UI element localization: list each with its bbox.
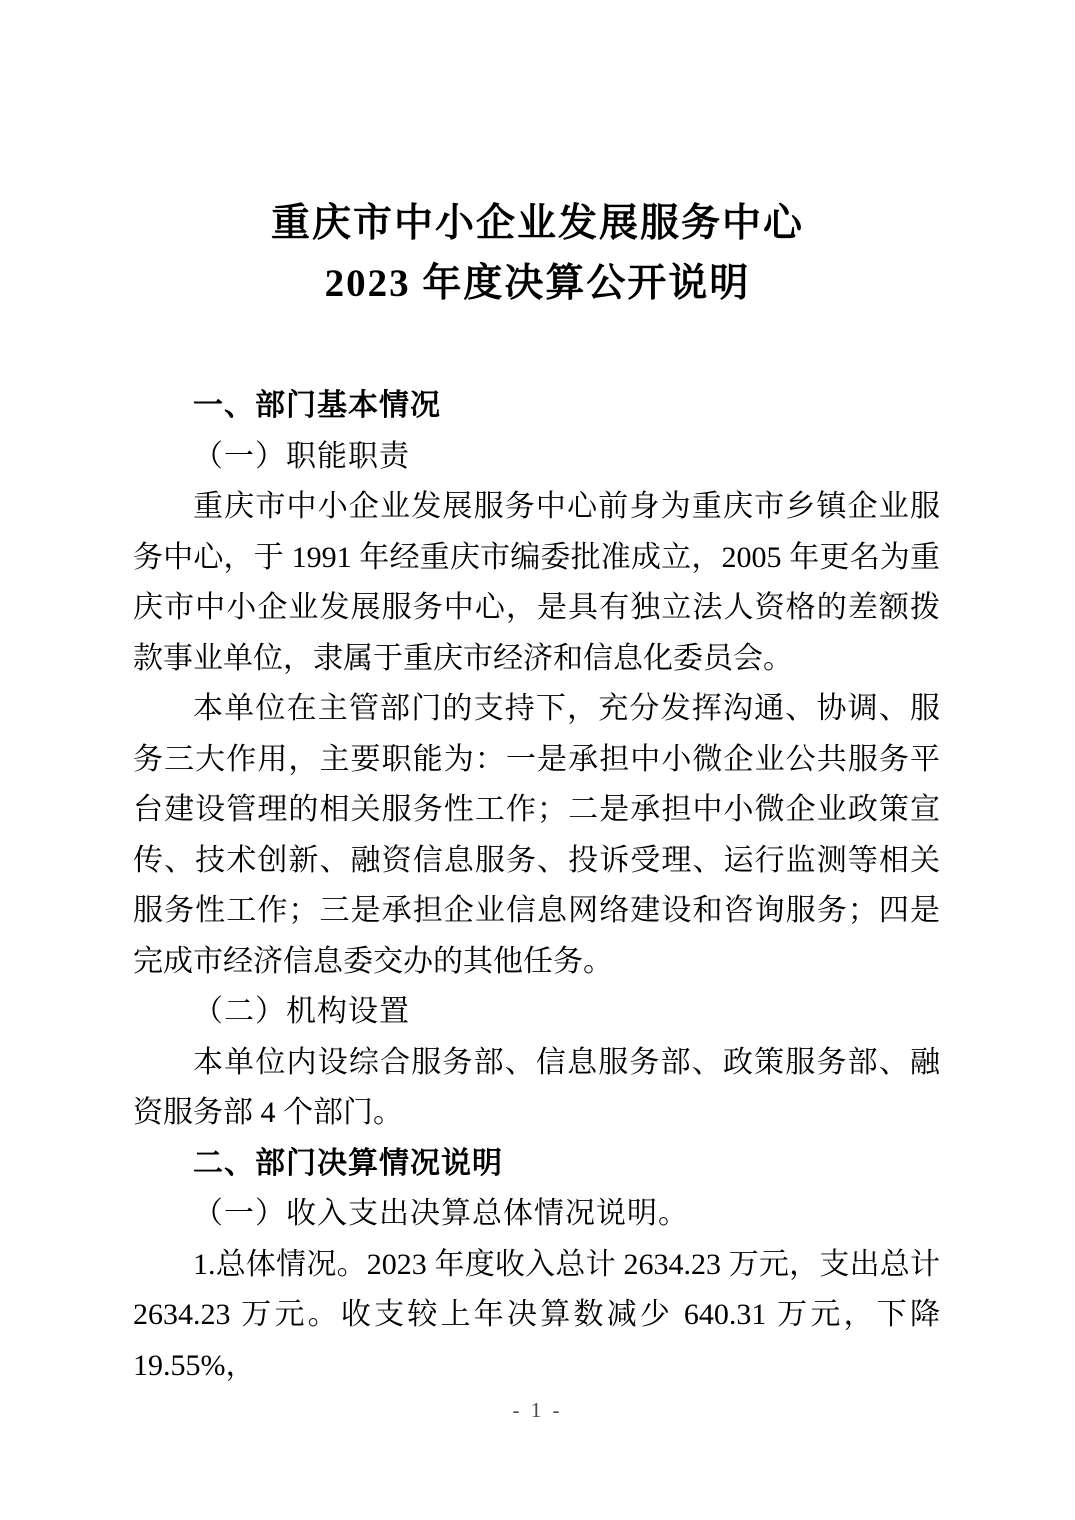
document-title-line1: 重庆市中小企业发展服务中心 [270, 202, 804, 245]
document-body [133, 381, 940, 1391]
subsection-heading-duties: （一）职能职责 [193, 439, 410, 473]
paragraph-functions: 本单位在主管部门的支持下，充分发挥沟通、协调、服务三大作用，主要职能为：一是承担中小微企业公共服务平台建设管理的相关服务性工作；二是承担中小微企业政策宣传、技术创新、融资信息服务、投诉受理、运行监测等相关服务性工作；三是承担企业信息网络建设和咨询服务；四是完成市经济信息委交办的其他任务。 [133, 692, 940, 978]
section-heading-final-accounts: 二、部门决算情况说明 [193, 1146, 503, 1180]
section-heading-basic-info: 一、部门基本情况 [193, 389, 441, 422]
page-footer [0, 1398, 1075, 1423]
subsection-heading-overview: （一）收入支出决算总体情况说明。 [193, 1197, 689, 1230]
document-title [0, 0, 1075, 314]
paragraph-history: 重庆市中小企业发展服务中心前身为重庆市乡镇企业服务中心，于 1991 年经重庆市编委批准成立，2005 年更名为重庆市中小企业发展服务中心，是具有独立法人资格的差额拨款事业单位，隶属于重庆市经济和信息化委员会。 [133, 490, 940, 675]
page-number: - 1 - [512, 1398, 563, 1422]
subsection-heading-structure: （二）机构设置 [193, 995, 410, 1028]
document-title-line2: 2023 年度决算公开说明 [324, 262, 751, 305]
paragraph-overview: 1.总体情况。2023 年度收入总计 2634.23 万元，支出总计 2634.23 万元。收支较上年决算数减少 640.31 万元，下降 19.55%， [133, 1247, 940, 1382]
paragraph-structure: 本单位内设综合服务部、信息服务部、政策服务部、融资服务部 4 个部门。 [133, 1045, 940, 1129]
